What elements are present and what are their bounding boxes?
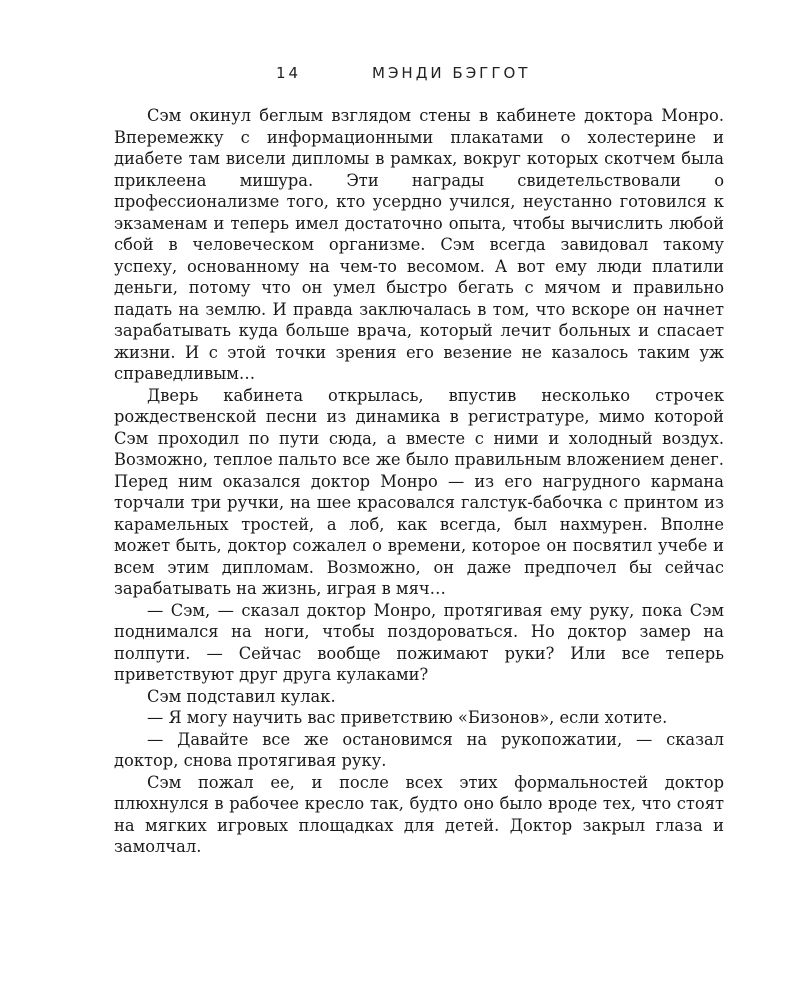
body-text (114, 105, 724, 858)
paragraph: — Давайте все же остановимся на рукопожатии, — сказал доктор, снова протягивая руку. (114, 729, 724, 770)
page-number: 14 (276, 64, 302, 82)
paragraph: — Сэм, — сказал доктор Монро, протягивая ему руку, пока Сэм поднимался на ноги, чтобы поздороваться. Но доктор замер на полпути. — Сейчас вообще пожимают руки? Или все теперь приветствуют друг друга кулаками? (114, 600, 724, 684)
paragraph: Сэм окинул беглым взглядом стены в кабинете доктора Монро. Вперемежку с информационными плакатами о холестерине и диабете там висели дипломы в рамках, вокруг которых скотчем была приклеена мишура. Эти награды свидетельствовали о профессионализме того, кто усердно учился, неустанно готовился к экзаменам и теперь имел достаточно опыта, чтобы вычислить любой сбой в человеческом организме. Сэм всегда завидовал такому успеху, основанному на чем-то весомом. А вот ему люди платили деньги, потому что он умел быстро бегать с мячом и правильно падать на землю. И правда заключалась в том, что вскоре он начнет зарабатывать куда больше врача, который лечит больных и спасает жизни. И с этой точки зрения его везение не казалось таким уж справедливым… (114, 106, 724, 383)
author-name: МЭНДИ БЭГГОТ (372, 64, 531, 82)
paragraph: Дверь кабинета открылась, впустив несколько строчек рождественской песни из динамика в регистратуре, мимо которой Сэм проходил по пути сюда, а вместе с ними и холодный воздух. Возможно, теплое пальто все же было правильным вложением денег. Перед ним оказался доктор Монро — из его нагрудного кармана торчали три ручки, на шее красовался галстук-бабочка с принтом из карамельных тростей, а лоб, как всегда, был нахмурен. Вполне может быть, доктор сожалел о времени, которое он посвятил учебе и всем этим дипломам. Возможно, он даже предпочел бы сейчас зарабатывать на жизнь, играя в мяч… (114, 385, 724, 598)
paragraph: — Я могу научить вас приветствию «Бизонов», если хотите. (147, 708, 668, 727)
running-header (0, 64, 800, 86)
paragraph: Сэм пожал ее, и после всех этих формальностей доктор плюхнулся в рабочее кресло так, будто оно было вроде тех, что стоят на мягких игровых площадках для детей. Доктор закрыл глаза и замолчал. (114, 772, 724, 856)
paragraph: Сэм подставил кулак. (147, 686, 336, 706)
